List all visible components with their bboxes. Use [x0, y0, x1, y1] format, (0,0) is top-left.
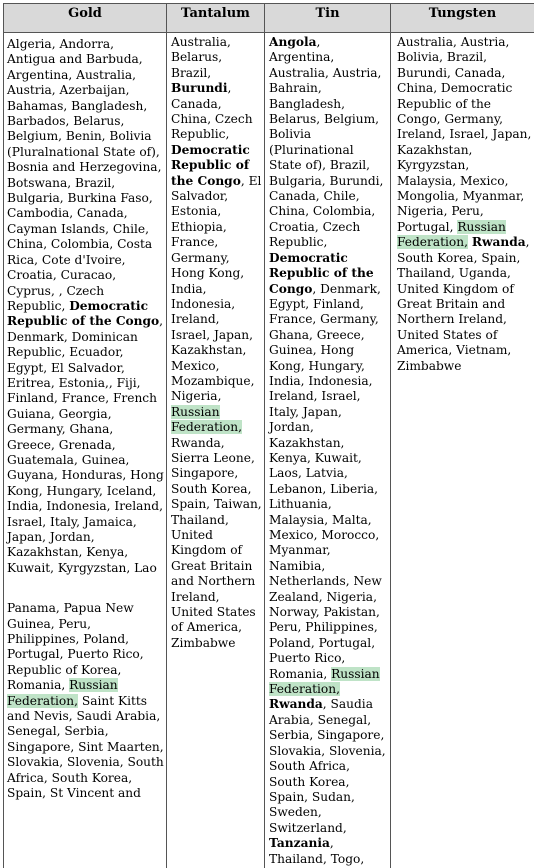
header-gold: Gold [4, 4, 167, 33]
text-segment: , Denmark, Dominican Republic, Ecuador, Egypt, El Salvador, Eritrea, Estonia,, Fiji, Finland, France, French Guiana, Georgia, Germany, Ghana, Greece, Grenada, Guatemala, Guinea, Guyana, Honduras, Hong Kong, Hungary, Iceland, India, Indonesia, Ireland, Israel, Italy, Jamaica, Japan, Jordan, Kazakhstan, Kenya, Kuwait, Kyrgyzstan, Lao [7, 314, 164, 575]
text-segment-bold: Burundi [171, 81, 228, 96]
text-segment-highlight: Russian Federation, [7, 678, 118, 708]
text-segment: , South Korea, Spain, Thailand, Uganda, United Kingdom of Great Britain and Northern Ireland, United States of America, Vietnam, Zimbabwe [397, 235, 530, 373]
text-segment: Panama, Papua New Guinea, Peru, Philippines, Poland, Portugal, Puerto Rico, Republic of Korea, Romania, [7, 601, 144, 693]
text-segment: Saint Kitts and Nevis, Saudi Arabia, Senegal, Serbia, Singapore, Sint Maarten, Slovakia, Slovenia, South Africa, South Korea, Spain, St Vincent and [7, 693, 164, 801]
text-segment: , Denmark, Egypt, Finland, France, Germany, Ghana, Greece, Guinea, Hong Kong, Hungary, India, Indonesia, Ireland, Israel, Italy, Japan, Jordan, Kazakhstan, Kenya, Kuwait, Laos, Latvia, Lebanon, Liberia, Lithuania, Malaysia, Malta, Mexico, Morocco, Myanmar, Namibia, Netherlands, New Zealand, Nigeria, Norway, Pakistan, Peru, Philippines, Poland, Portugal, Puerto Rico, Romania, [269, 281, 382, 681]
tantalum-cell [167, 33, 265, 868]
page-break-gap [7, 576, 164, 601]
text-segment-bold: Angola [269, 35, 317, 49]
document-page [3, 3, 534, 868]
text-segment: , El Salvador, Estonia, Ethiopia, France, Germany, Hong Kong, India, Indonesia, Ireland, Israel, Japan, Kazakhstan, Mexico, Mozambique, Nigeria, [171, 173, 262, 404]
header-row [4, 4, 535, 33]
gold-cell [4, 33, 167, 868]
header-tungsten: Tungsten [391, 4, 535, 33]
text-segment-highlight: Russian Federation, [171, 404, 242, 435]
text-segment: , Argentina, Australia, Austria, Bahrain, Bangladesh, Belarus, Belgium, Bolivia (Plurinational State of), Brazil, Bulgaria, Burundi, Canada, Chile, China, Colombia, Croatia, Czech Republic, [269, 35, 384, 250]
content-row [4, 33, 535, 868]
gold-text-part-2 [7, 601, 164, 800]
tungsten-cell [391, 33, 535, 868]
text-segment-highlight: Russian Federation, [269, 666, 380, 697]
header-tin: Tin [265, 4, 391, 33]
text-segment-bold: Rwanda [269, 697, 323, 712]
gold-text-part-1 [7, 37, 164, 575]
text-segment: Rwanda, Sierra Leone, Singapore, South Korea, Spain, Taiwan, Thailand, United Kingdom of Great Britain and Northern Ireland, United States of America, Zimbabwe [171, 435, 262, 650]
text-segment-bold: Democratic Republic of the Congo [7, 298, 160, 329]
text-segment: , Saudia Arabia, Senegal, Serbia, Singapore, Slovakia, Slovenia, South Africa, South Korea, Spain, Sudan, Sweden, Switzerland, [269, 697, 386, 835]
text-segment: , Thailand, Togo, [269, 836, 365, 866]
text-segment-bold: Democratic Republic of the Congo [171, 142, 250, 188]
text-segment-highlight: Russian Federation, [397, 219, 506, 250]
text-segment-bold: Democratic Republic of the Congo [269, 250, 374, 296]
text-segment-bold: Tanzania [269, 836, 330, 851]
minerals-country-table [3, 3, 534, 868]
text-segment: Australia, Belarus, Brazil, [171, 35, 231, 80]
text-segment-bold: Rwanda [471, 235, 526, 250]
text-segment: Algeria, Andorra, Antigua and Barbuda, Argentina, Australia, Austria, Azerbaijan, Bahamas, Bangladesh, Barbados, Belarus, Belgium, Benin, Bolivia (Pluralnational State of), Bosnia and Herzegovina, Botswana, Brazil, Bulgaria, Burkina Faso, Cambodia, Canada, Cayman Islands, Chile, China, Colombia, Costa Rica, Cote d'Ivoire, Croatia, Curacao, Cyprus, , Czech Republic, [7, 37, 162, 313]
tin-cell [265, 33, 391, 868]
header-tantalum: Tantalum [167, 4, 265, 33]
text-segment: Australia, Austria, Bolivia, Brazil, Burundi, Canada, China, Democratic Republic of the Congo, Germany, Ireland, Israel, Japan, Kazakhstan, Kyrgyzstan, Malaysia, Mexico, Mongolia, Myanmar, Nigeria, Peru, Portugal, [397, 35, 532, 234]
text-segment: , Canada, China, Czech Republic, [171, 81, 253, 142]
